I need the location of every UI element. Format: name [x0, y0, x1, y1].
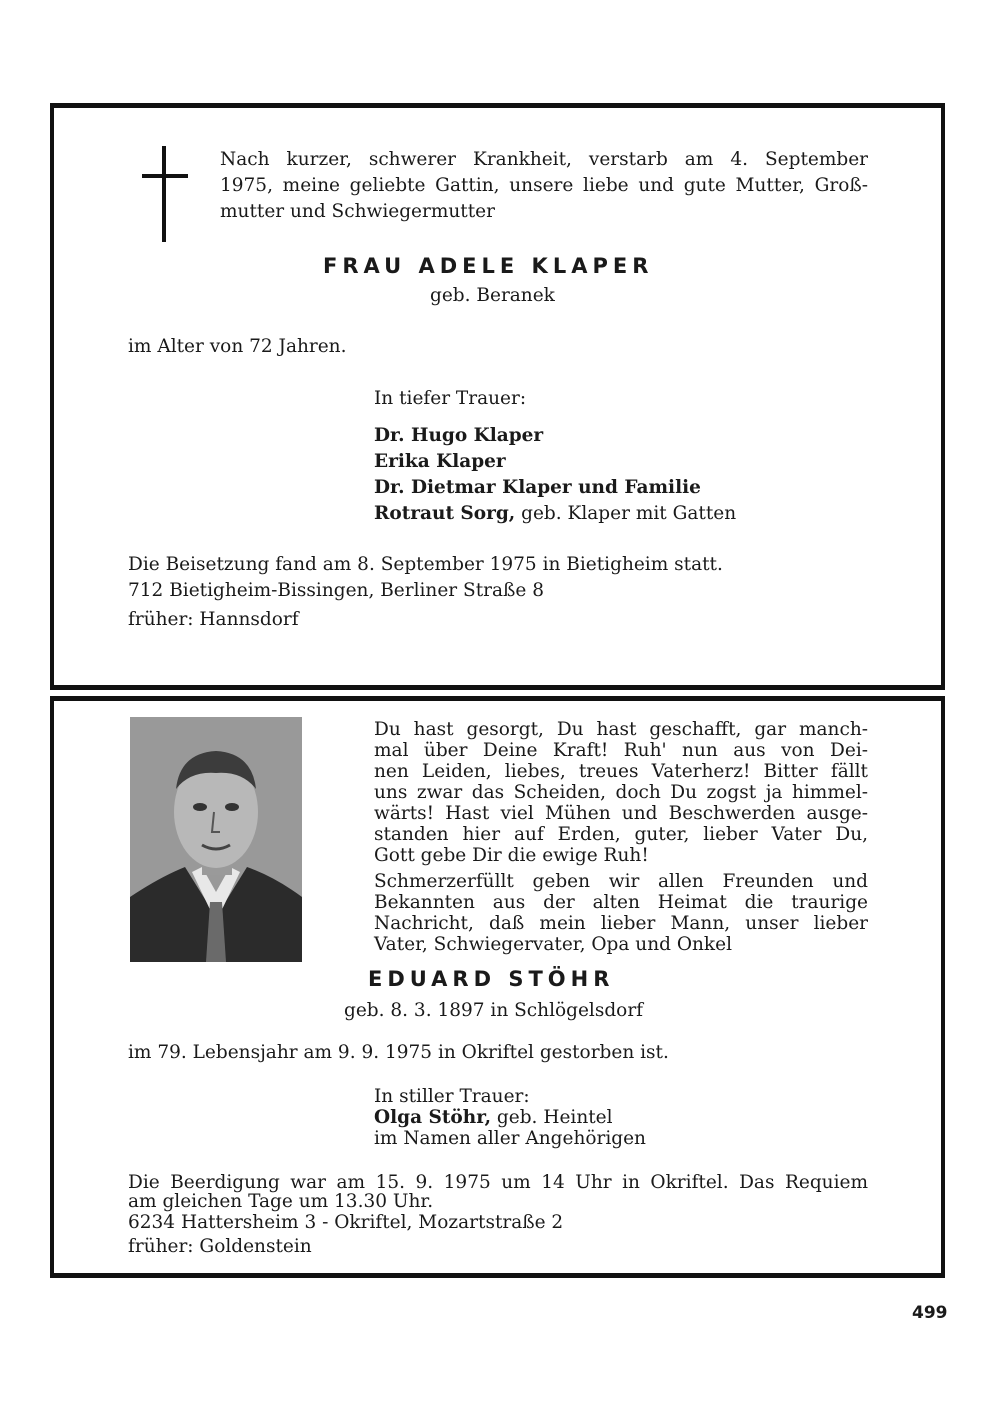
mourner-olga — [374, 1107, 613, 1128]
death-info: im 79. Lebensjahr am 9. 9. 1975 in Okriftel gestorben ist. — [128, 1042, 669, 1063]
announce-line-2: Bekannten aus der alten Heimat die traurige — [374, 892, 868, 913]
announce-line-4: Vater, Schwiegervater, Opa und Onkel — [374, 934, 732, 955]
poem-line-3: nen Leiden, liebes, treues Vaterherz! Bitter fällt — [374, 761, 868, 782]
mourner-1: Dr. Hugo Klaper — [374, 425, 544, 446]
funeral-line-2: am gleichen Tage um 13.30 Uhr. — [128, 1191, 434, 1212]
former-residence-2: früher: Goldenstein — [128, 1236, 312, 1257]
cross-icon — [162, 146, 166, 242]
mourner-3: Dr. Dietmar Klaper und Familie — [374, 477, 701, 498]
address: 712 Bietigheim-Bissingen, Berliner Straße 8 — [128, 580, 544, 601]
mourner-4-name: Rotraut Sorg, — [374, 503, 516, 524]
mourning-heading-2: In stiller Trauer: — [374, 1086, 530, 1107]
intro-line-2: 1975, meine geliebte Gattin, unsere liebe und gute Mutter, Groß- — [220, 175, 868, 196]
mourner-olga-name: Olga Stöhr, — [374, 1107, 492, 1128]
mourner-line2: im Namen aller Angehörigen — [374, 1128, 646, 1149]
deceased-name-2: EDUARD STÖHR — [368, 967, 615, 991]
mourner-olga-extra: geb. Heintel — [491, 1107, 613, 1128]
intro-line-1: Nach kurzer, schwerer Krankheit, verstarb am 4. September — [220, 149, 868, 170]
mourner-4 — [374, 501, 736, 527]
age-line: im Alter von 72 Jahren. — [128, 336, 347, 357]
funeral-line-1: Die Beerdigung war am 15. 9. 1975 um 14 Uhr in Okriftel. Das Requiem — [128, 1172, 868, 1193]
address-2: 6234 Hattersheim 3 - Okriftel, Mozartstraße 2 — [128, 1212, 564, 1233]
portrait-photo — [130, 717, 302, 962]
intro-line-3: mutter und Schwiegermutter — [220, 201, 495, 222]
birth-info: geb. 8. 3. 1897 in Schlögelsdorf — [344, 1000, 644, 1021]
poem-line-6: standen hier auf Erden, guter, lieber Vater Du, — [374, 824, 868, 845]
poem-line-4: uns zwar das Scheiden, doch Du zogst ja himmel- — [374, 782, 868, 803]
announce-line-3: Nachricht, daß mein lieber Mann, unser lieber — [374, 913, 868, 934]
deceased-name: FRAU ADELE KLAPER — [323, 254, 654, 278]
cross-icon-bar — [142, 174, 188, 178]
maiden-name: geb. Beranek — [430, 285, 555, 306]
poem-line-7: Gott gebe Dir die ewige Ruh! — [374, 845, 649, 866]
mourner-4-extra: geb. Klaper mit Gatten — [515, 503, 737, 524]
page-number: 499 — [912, 1303, 948, 1323]
poem-line-2: mal über Deine Kraft! Ruh' nun aus von Dei- — [374, 740, 868, 761]
poem-line-1: Du hast gesorgt, Du hast geschafft, gar manch- — [374, 719, 868, 740]
mourner-2: Erika Klaper — [374, 451, 506, 472]
poem-line-5: wärts! Hast viel Mühen und Beschwerden ausge- — [374, 803, 868, 824]
former-residence: früher: Hannsdorf — [128, 609, 299, 630]
funeral-info: Die Beisetzung fand am 8. September 1975 in Bietigheim statt. — [128, 554, 723, 575]
announce-line-1: Schmerzerfüllt geben wir allen Freunden und — [374, 871, 868, 892]
mourning-heading: In tiefer Trauer: — [374, 388, 527, 409]
